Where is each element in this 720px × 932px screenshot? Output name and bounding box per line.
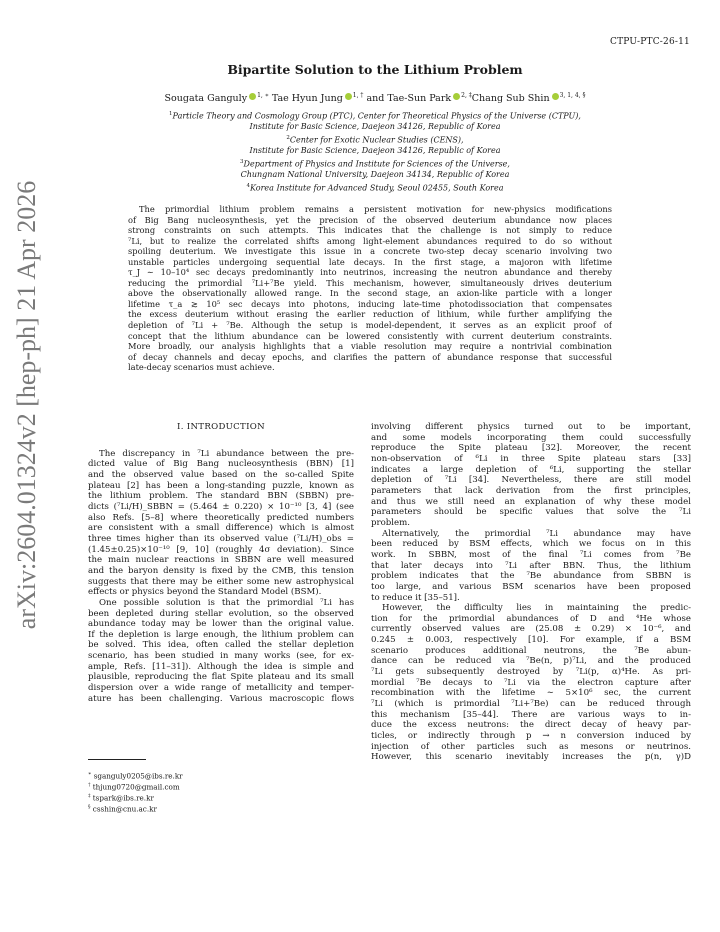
- left-column-body: [88, 449, 354, 705]
- footnote-mark: ‡: [88, 792, 91, 799]
- abstract-line: ⁷Li, but to realize the correlated shifts among light-element abundances required to do so without: [128, 235, 612, 246]
- body-text-line: also Refs. [5–8] where theoretically predicted numbers: [88, 512, 354, 523]
- body-text-line: work. In SBBN, most of the final ⁷Li comes from ⁷Be: [371, 549, 691, 560]
- affiliation-line: [60, 181, 690, 194]
- body-text-line: duce the excess neutrons: the direct decay of heavy par-: [371, 720, 691, 731]
- paper-title: Bipartite Solution to the Lithium Problem: [227, 62, 523, 77]
- body-text-line: be solved. This idea, often called the stellar depletion: [88, 640, 354, 651]
- author-name: Tae-Sun Park: [387, 93, 452, 105]
- body-text-line: currently observed values are (25.08 ± 0.29) × 10⁻⁶, and: [371, 624, 691, 635]
- footnote-item: [88, 770, 354, 781]
- body-text-line: this mechanism [35–44]. There are various ways to in-: [371, 709, 691, 720]
- section-heading: I. INTRODUCTION: [177, 422, 265, 432]
- body-text-line: to reduce it [35–51].: [371, 592, 460, 603]
- body-text-line: However, this scenario inevitably increases the p(n, γ)D: [371, 752, 691, 763]
- body-text-line: scenario produces additional neutrons, the ⁷Be abun-: [371, 645, 691, 656]
- body-text-line: recombination with the lifetime ∼ 5×10⁶ sec, the current: [371, 688, 691, 699]
- orcid-icon: [453, 93, 460, 100]
- body-text-line: been reduced by BSM effects, which we focus on in this: [371, 539, 691, 550]
- body-text-line: the main nuclear reactions in SBBN are well measured: [88, 555, 354, 566]
- footnote-rule: [88, 759, 146, 760]
- arxiv-id-text: arXiv:2604.01324v2 [hep-ph] 21 Apr 2026: [12, 180, 41, 630]
- affiliation-text: Particle Theory and Cosmology Group (PTC), Center for Theoretical Physics of the Universe (CTPU),: [172, 111, 581, 121]
- affiliation-number: 3: [240, 158, 244, 165]
- author-affiliation-mark: 1, †: [352, 92, 364, 99]
- body-text-line: parameters should be specific values that solve the ⁷Li: [371, 507, 691, 518]
- abstract-line: depletion of ⁷Li + ⁷Be. Although the setup is model-dependent, it serves as an explicit proof of: [128, 320, 612, 331]
- abstract-line: unstable particles undergoing sequential late decays. In the first stage, a majoron with lifetime: [128, 256, 612, 267]
- body-text-line: ⁷Li gets subsequently destroyed by ⁷Li(p, α)⁴He. As pri-: [371, 667, 691, 678]
- body-text-line: that later decays into ⁷Li after BBN. Thus, the lithium: [371, 560, 691, 571]
- affiliation-text: Center for Exotic Nuclear Studies (CENS),: [289, 135, 464, 145]
- right-column-body: [371, 422, 691, 763]
- author-list: [60, 92, 690, 104]
- affiliation-line: [60, 133, 690, 146]
- abstract-line: late-decay scenarios must achieve.: [128, 362, 275, 373]
- footnote-mark: §: [88, 803, 91, 810]
- abstract-line: spoiling deuterium. We investigate this issue in a concrete two-step decay scenario involving two: [128, 246, 612, 257]
- affiliation-text: Institute for Basic Science, Daejeon 34126, Republic of Korea: [249, 146, 501, 156]
- body-text-line: tion for the primordial abundances of D and ⁴He whose: [371, 613, 691, 624]
- affiliation-line: [60, 146, 690, 157]
- body-text-line: ticles, or indirectly through p → n conversion induced by: [371, 731, 691, 742]
- body-text-line: and thus we still need an explanation of why these model: [371, 496, 691, 507]
- body-text-line: too large, and various BSM scenarios have been proposed: [371, 581, 691, 592]
- author-joiner: and: [363, 93, 388, 105]
- affiliation-number: 4: [246, 182, 251, 189]
- body-text-line: mordial ⁷Be decays to ⁷Li via the electron capture after: [371, 677, 691, 688]
- body-text-line: suggests that there may be either some new astrophysical: [88, 576, 354, 587]
- body-text-line: and the baryon density is fixed by the CMB, this tension: [88, 565, 354, 576]
- footnote-email: tspark@ibs.re.kr: [92, 793, 154, 803]
- body-text-line: (1.45±0.25)×10⁻¹⁰ [9, 10] (roughly 4σ deviation). Since: [88, 544, 354, 555]
- affiliation-line: [60, 109, 690, 122]
- body-text-line: abundance today may be lower than the original value.: [88, 619, 354, 630]
- abstract-line: More broadly, our analysis highlights that a viable resolution may require a nontrivial combination: [128, 341, 612, 352]
- arxiv-identifier-stamp: [0, 0, 55, 932]
- author-affiliation-mark: 3, 1, 4, §: [559, 92, 586, 99]
- abstract-line: concept that the lithium abundance can be lowered consistently with current deuterium constraints.: [128, 330, 612, 341]
- body-text-line: plausible, reproducing the flat Spite plateau and its small: [88, 672, 354, 683]
- abstract-line: τ_J ∼ 10–10⁴ sec decays predominantly into neutrinos, increasing the neutron abundance and thereby: [128, 267, 612, 278]
- affiliation-text: Institute for Basic Science, Daejeon 34126, Republic of Korea: [249, 122, 501, 132]
- author-affiliation-mark: 2, ‡: [461, 92, 472, 99]
- body-text-line: scenario, has been studied in many works (see, for ex-: [88, 651, 354, 662]
- orcid-icon: [345, 93, 352, 100]
- body-text-line: dance can be reduced via ⁷Be(n, p)⁷Li, and the produced: [371, 656, 691, 667]
- body-text-line: 0.245 ± 0.003, respectively [10]. For example, if a BSM: [371, 635, 691, 646]
- affiliation-text: Department of Physics and Institute for Sciences of the Universe,: [243, 159, 510, 169]
- affiliation-number: 1: [169, 111, 173, 117]
- body-text-line: If the depletion is large enough, the lithium problem can: [88, 629, 354, 640]
- footnote-item: [88, 781, 354, 792]
- body-text-line: indicates a large depletion of ⁶Li, supporting the stellar: [371, 464, 691, 475]
- body-text-line: been depleted during stellar evolution, so the observed: [88, 608, 354, 619]
- body-text-line: depletion of ⁷Li [34]. Nevertheless, there are still model: [371, 475, 691, 486]
- affiliation-text: Chungnam National University, Daejeon 34134, Republic of Korea: [240, 169, 510, 179]
- footnote-email: csshin@cnu.ac.kr: [92, 804, 157, 814]
- abstract-line: lifetime τ_a ≳ 10⁵ sec decays into photons, inducing late-time photodissociation that compensates: [128, 298, 612, 309]
- footnote-mark: †: [88, 781, 91, 788]
- body-text-line: dicted value of Big Bang nucleosynthesis (BBN) [1]: [88, 459, 354, 470]
- body-text-line: Alternatively, the primordial ⁷Li abundance may have: [382, 528, 691, 539]
- footnotes: [88, 770, 354, 814]
- body-text-line: ⁷Li (which is primordial ⁷Li+⁷Be) can be reduced through: [371, 699, 691, 710]
- body-text-line: ature has been challenging. Various macroscopic flows: [88, 693, 354, 704]
- abstract-line: the excess deuterium without erasing the earlier reduction of lithium, while further amplifying the: [128, 309, 612, 320]
- report-number: CTPU-PTC-26-11: [610, 37, 690, 47]
- affiliation-list: [60, 109, 690, 194]
- abstract: [128, 204, 612, 373]
- body-text-line: and the observed value based on the so-called Spite: [88, 469, 354, 480]
- left-column: [88, 422, 354, 704]
- body-text-line: effects or physics beyond the Standard Model (BSM).: [88, 587, 322, 598]
- body-text-line: problem.: [371, 517, 410, 528]
- abstract-line: above the observationally allowed range. In the second stage, an axion-like particle with a longer: [128, 288, 612, 299]
- affiliation-line: [60, 170, 690, 181]
- author-affiliation-mark: 1, ∗: [257, 92, 269, 99]
- body-text-line: and some models incorporating them could successfully: [371, 432, 691, 443]
- body-text-line: plateau [2] has been a long-standing puzzle, known as: [88, 480, 354, 491]
- author-name: Tae Hyun Jung: [271, 93, 343, 105]
- body-text-line: are consistent with a small difference) which is almost: [88, 523, 354, 534]
- author-name: Chang Sub Shin: [471, 93, 550, 105]
- orcid-icon: [249, 93, 256, 100]
- body-text-line: However, the difficulty lies in maintaining the predic-: [382, 603, 691, 614]
- body-text-line: parameters that lack derivation from the first principles,: [371, 485, 691, 496]
- body-text-line: non-observation of ⁶Li in three Spite plateau stars [33]: [371, 453, 691, 464]
- abstract-line: strong constraints on such attempts. This indicates that the challenge is not simply to reduce: [128, 225, 612, 236]
- footnote-item: [88, 792, 354, 803]
- abstract-line: The primordial lithium problem remains a persistent motivation for new-physics modifications: [139, 204, 612, 214]
- body-text-line: ample, Refs. [11–31]). Although the idea is simple and: [88, 661, 354, 672]
- body-text-line: problem indicates that the ⁷Be abundance from SBBN is: [371, 571, 691, 582]
- abstract-line: of decay channels and decay epochs, and clarifies the pattern of abundance response that successful: [128, 351, 612, 362]
- affiliation-text: Korea Institute for Advanced Study, Seoul 02455, South Korea: [250, 183, 504, 193]
- author-name: Sougata Ganguly: [164, 93, 248, 105]
- footnote-email: sganguly0205@ibs.re.kr: [93, 771, 183, 781]
- footnote-email: thjung0720@gmail.com: [92, 782, 180, 792]
- abstract-line: reducing the primordial ⁷Li+⁷Be yield. This mechanism, however, simultaneously drives deuterium: [128, 277, 612, 288]
- body-text-line: involving different physics turned out to be important,: [371, 422, 691, 432]
- body-text-line: the lithium problem. The standard BBN (SBBN) pre-: [88, 491, 354, 502]
- body-text-line: dispersion over a wide range of metallicity and temper-: [88, 683, 354, 694]
- body-text-line: One possible solution is that the primordial ⁷Li has: [99, 597, 354, 608]
- footnote-item: [88, 803, 354, 814]
- affiliation-number: 2: [286, 134, 290, 141]
- body-text-line: The discrepancy in ⁷Li abundance between the pre-: [99, 448, 354, 459]
- body-text-line: three times higher than its observed value (⁷Li/H)_obs =: [88, 533, 354, 544]
- footnote-mark: ∗: [88, 771, 92, 777]
- abstract-line: of Big Bang nucleosynthesis, yet the precision of the observed deuterium abundance now places: [128, 214, 612, 225]
- body-text-line: reproduce the Spite plateau [32]. Moreover, the recent: [371, 443, 691, 454]
- affiliation-line: [60, 122, 690, 133]
- body-text-line: injection of other particles such as mesons or neutrinos.: [371, 741, 691, 752]
- orcid-icon: [552, 93, 559, 100]
- affiliation-line: [60, 157, 690, 170]
- body-text-line: dicts (⁷Li/H)_SBBN = (5.464 ± 0.220) × 10⁻¹⁰ [3, 4] (see: [88, 501, 354, 512]
